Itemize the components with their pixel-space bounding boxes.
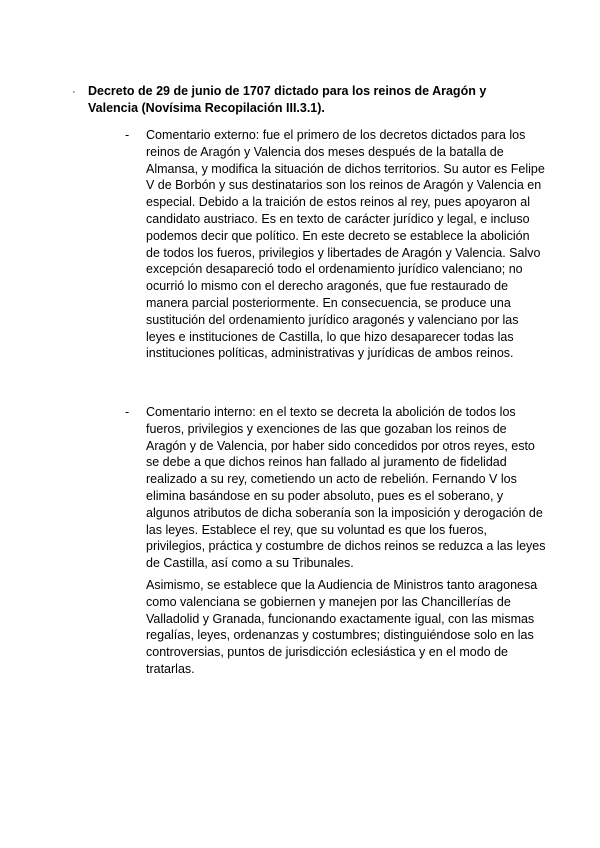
decree-title: Decreto de 29 de junio de 1707 dictado para los reinos de Aragón y Valencia (Novísima Recopilación III.3.1).: [88, 84, 487, 115]
dash-marker: -: [125, 128, 130, 142]
comment-external-text: Comentario externo: fue el primero de los decretos dictados para los reinos de Aragón y Valencia dos meses después de la batalla de Almansa, y modifica la situación de dichos territorios. Su autor es Felipe V de Borbón y sus destinatarios son los reinos de Aragón y Valencia en especial. Debido a la traición de estos reinos al rey, pues apoyaron al candidato austriaco. Es en texto de carácter jurídico y legal, e incluso podemos decir que político. En este decreto se establece la abolición de todos los fueros, privilegios y libertades de Aragón y Valencia. Salvo excepción desapareció todo el ordenamiento jurídico valenciano; no ocurrió lo mismo con el derecho aragonés, que fue restaurado de manera parcial posteriormente. En consecuencia, se produce una sustitución del ordenamiento jurídico aragonés y valenciano por las leyes e instituciones de Castilla, lo que hizo desaparecer todas las instituciones políticas, administrativas y jurídicas de ambos reinos.: [146, 128, 545, 361]
comment-internal-text: Comentario interno: en el texto se decreta la abolición de todos los fueros, privilegios y exenciones de las que gozaban los reinos de Aragón y de Valencia, por haber sido concedidos por otros reyes, esto se debe a que dichos reinos han fallado al juramento de fidelidad realizado a su rey, cometiendo un acto de rebelión. Fernando V los elimina basándose en su poder absoluto, pues es el soberano, y algunos atributos de dicha soberanía son la imposición y derogación de las leyes. Establece el rey, que su voluntad es que los fueros, privilegios, práctica y costumbre de dichos reinos se reduzca a las leyes de Castilla, así como a su Tribunales.: [146, 405, 546, 571]
closing-paragraph: Asimismo, se establece que la Audiencia de Ministros tanto aragonesa como valenciana se gobiernen y manejen por las Chancillerías de Valladolid y Granada, funcionando exactamente igual, con las mismas regalías, leyes, ordenanzas y costumbres; distinguiéndose solo en las controversias, puntos de jurisdicción eclesiástica y en el modo de tratarlas.: [146, 578, 538, 676]
bullet-marker: ·: [72, 86, 76, 98]
dash-marker: -: [125, 405, 130, 419]
